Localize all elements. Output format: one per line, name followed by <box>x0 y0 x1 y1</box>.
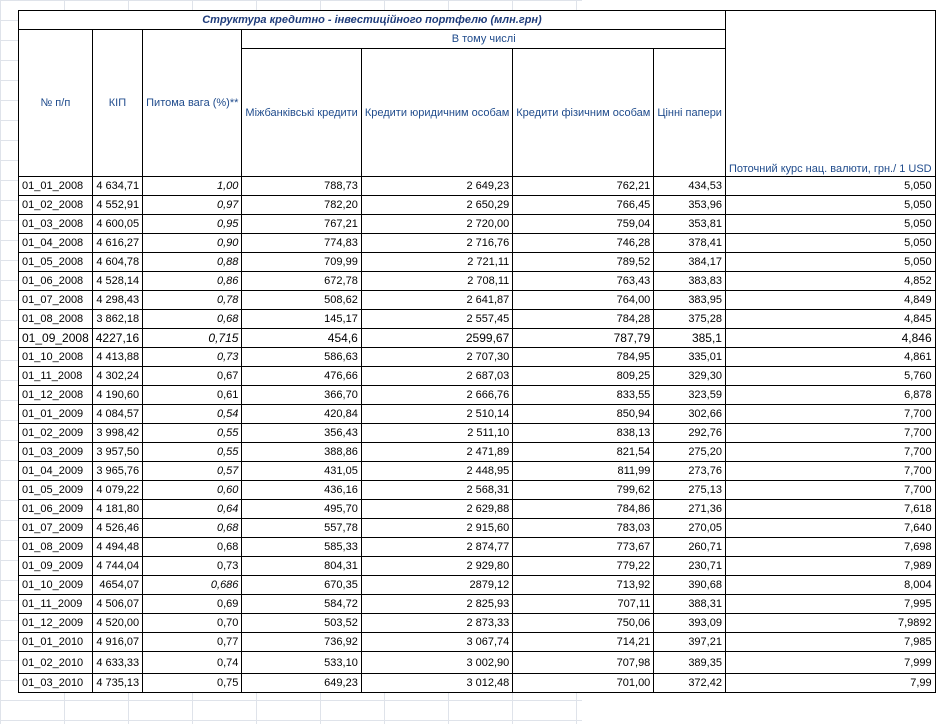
table-row <box>19 500 936 519</box>
kip-cell[interactable]: 4 520,00 <box>92 614 142 633</box>
kip-cell[interactable]: 4 616,27 <box>92 234 142 253</box>
share-cell[interactable]: 0,68 <box>143 310 242 329</box>
interbank-cell[interactable]: 649,23 <box>242 674 361 693</box>
share-cell[interactable]: 0,77 <box>143 633 242 652</box>
rate-cell[interactable]: 4,852 <box>725 272 935 291</box>
date-cell[interactable]: 01_11_2008 <box>19 367 93 386</box>
rate-cell[interactable]: 7,999 <box>725 652 935 674</box>
share-cell[interactable]: 0,95 <box>143 215 242 234</box>
date-cell[interactable]: 01_09_2009 <box>19 557 93 576</box>
share-cell[interactable]: 0,75 <box>143 674 242 693</box>
table-row <box>19 462 936 481</box>
share-cell[interactable]: 0,86 <box>143 272 242 291</box>
table-row <box>19 215 936 234</box>
share-cell[interactable]: 0,74 <box>143 652 242 674</box>
date-cell[interactable]: 01_02_2009 <box>19 424 93 443</box>
share-cell[interactable]: 0,67 <box>143 367 242 386</box>
header-share[interactable]: Питома вага (%)** <box>143 30 242 177</box>
share-cell[interactable]: 0,55 <box>143 424 242 443</box>
header-num[interactable]: № п/п <box>19 30 93 177</box>
securities-cell[interactable]: 292,76 <box>654 424 726 443</box>
interbank-cell[interactable]: 585,33 <box>242 538 361 557</box>
interbank-cell[interactable]: 736,92 <box>242 633 361 652</box>
table-row <box>19 481 936 500</box>
share-cell[interactable]: 0,64 <box>143 500 242 519</box>
rate-cell[interactable]: 6,878 <box>725 386 935 405</box>
interbank-cell[interactable]: 672,78 <box>242 272 361 291</box>
individual-cell[interactable]: 838,13 <box>513 424 654 443</box>
share-cell[interactable]: 0,88 <box>143 253 242 272</box>
individual-cell[interactable]: 714,21 <box>513 633 654 652</box>
individual-cell[interactable]: 833,55 <box>513 386 654 405</box>
legal-cell[interactable]: 2 568,31 <box>361 481 512 500</box>
securities-cell[interactable]: 260,71 <box>654 538 726 557</box>
securities-cell[interactable]: 271,36 <box>654 500 726 519</box>
table-row <box>19 253 936 272</box>
table-row <box>19 633 936 652</box>
kip-cell[interactable]: 4 634,71 <box>92 177 142 196</box>
kip-cell[interactable]: 4 633,33 <box>92 652 142 674</box>
share-cell[interactable]: 0,90 <box>143 234 242 253</box>
kip-cell[interactable]: 4 181,80 <box>92 500 142 519</box>
individual-cell[interactable]: 784,28 <box>513 310 654 329</box>
securities-cell[interactable]: 389,35 <box>654 652 726 674</box>
legal-cell[interactable]: 2 471,89 <box>361 443 512 462</box>
kip-cell[interactable]: 4 413,88 <box>92 348 142 367</box>
rate-cell[interactable]: 5,050 <box>725 253 935 272</box>
share-cell[interactable]: 0,78 <box>143 291 242 310</box>
securities-cell[interactable]: 335,01 <box>654 348 726 367</box>
legal-cell[interactable]: 2 707,30 <box>361 348 512 367</box>
kip-cell[interactable]: 4 604,78 <box>92 253 142 272</box>
legal-cell[interactable]: 2 716,76 <box>361 234 512 253</box>
legal-cell[interactable]: 2 873,33 <box>361 614 512 633</box>
interbank-cell[interactable]: 709,99 <box>242 253 361 272</box>
rate-cell[interactable]: 7,9892 <box>725 614 935 633</box>
share-cell[interactable]: 0,715 <box>143 329 242 348</box>
securities-cell[interactable]: 230,71 <box>654 557 726 576</box>
header-securities[interactable]: Цінні папери <box>654 49 726 177</box>
table-row <box>19 348 936 367</box>
kip-cell[interactable]: 4 528,14 <box>92 272 142 291</box>
kip-cell[interactable]: 4 916,07 <box>92 633 142 652</box>
table-row <box>19 272 936 291</box>
date-cell[interactable]: 01_03_2008 <box>19 215 93 234</box>
table-row <box>19 405 936 424</box>
interbank-cell[interactable]: 586,63 <box>242 348 361 367</box>
securities-cell[interactable]: 302,66 <box>654 405 726 424</box>
rate-cell[interactable]: 7,698 <box>725 538 935 557</box>
securities-cell[interactable]: 372,42 <box>654 674 726 693</box>
share-cell[interactable]: 0,60 <box>143 481 242 500</box>
table-row <box>19 614 936 633</box>
rate-cell[interactable]: 4,845 <box>725 310 935 329</box>
rate-cell[interactable]: 5,050 <box>725 177 935 196</box>
kip-cell[interactable]: 3 965,76 <box>92 462 142 481</box>
securities-cell[interactable]: 385,1 <box>654 329 726 348</box>
rate-cell[interactable]: 7,700 <box>725 405 935 424</box>
kip-cell[interactable]: 4 744,04 <box>92 557 142 576</box>
interbank-cell[interactable]: 145,17 <box>242 310 361 329</box>
interbank-cell[interactable]: 420,84 <box>242 405 361 424</box>
share-cell[interactable]: 1,00 <box>143 177 242 196</box>
securities-cell[interactable]: 383,95 <box>654 291 726 310</box>
individual-cell[interactable]: 707,98 <box>513 652 654 674</box>
legal-cell[interactable]: 2599,67 <box>361 329 512 348</box>
share-cell[interactable]: 0,97 <box>143 196 242 215</box>
legal-cell[interactable]: 2 874,77 <box>361 538 512 557</box>
individual-cell[interactable]: 789,52 <box>513 253 654 272</box>
date-cell[interactable]: 01_05_2008 <box>19 253 93 272</box>
legal-cell[interactable]: 2 915,60 <box>361 519 512 538</box>
date-cell[interactable]: 01_03_2010 <box>19 674 93 693</box>
securities-cell[interactable]: 388,31 <box>654 595 726 614</box>
date-cell[interactable]: 01_04_2009 <box>19 462 93 481</box>
individual-cell[interactable]: 713,92 <box>513 576 654 595</box>
date-cell[interactable]: 01_06_2008 <box>19 272 93 291</box>
rate-cell[interactable]: 5,050 <box>725 215 935 234</box>
credit-portfolio-table <box>18 10 936 693</box>
individual-cell[interactable]: 799,62 <box>513 481 654 500</box>
securities-cell[interactable]: 383,83 <box>654 272 726 291</box>
securities-cell[interactable]: 375,28 <box>654 310 726 329</box>
date-cell[interactable]: 01_04_2008 <box>19 234 93 253</box>
rate-cell[interactable]: 7,618 <box>725 500 935 519</box>
rate-cell[interactable]: 7,700 <box>725 481 935 500</box>
interbank-cell[interactable]: 508,62 <box>242 291 361 310</box>
date-cell[interactable]: 01_07_2008 <box>19 291 93 310</box>
interbank-cell[interactable]: 557,78 <box>242 519 361 538</box>
table-row <box>19 234 936 253</box>
legal-cell[interactable]: 2 929,80 <box>361 557 512 576</box>
securities-cell[interactable]: 329,30 <box>654 367 726 386</box>
securities-cell[interactable]: 378,41 <box>654 234 726 253</box>
interbank-cell[interactable]: 454,6 <box>242 329 361 348</box>
kip-cell[interactable]: 3 998,42 <box>92 424 142 443</box>
date-cell[interactable]: 01_08_2009 <box>19 538 93 557</box>
legal-cell[interactable]: 3 067,74 <box>361 633 512 652</box>
date-cell[interactable]: 01_01_2008 <box>19 177 93 196</box>
table-row <box>19 386 936 405</box>
individual-cell[interactable]: 773,67 <box>513 538 654 557</box>
rate-cell[interactable]: 7,700 <box>725 443 935 462</box>
interbank-cell[interactable]: 670,35 <box>242 576 361 595</box>
securities-cell[interactable]: 273,76 <box>654 462 726 481</box>
table-row <box>19 557 936 576</box>
date-cell[interactable]: 01_03_2009 <box>19 443 93 462</box>
interbank-cell[interactable]: 436,16 <box>242 481 361 500</box>
legal-cell[interactable]: 2 720,00 <box>361 215 512 234</box>
kip-cell[interactable]: 4 526,46 <box>92 519 142 538</box>
rate-cell[interactable]: 7,99 <box>725 674 935 693</box>
header-legal[interactable]: Кредити юридичним особам <box>361 49 512 177</box>
date-cell[interactable]: 01_12_2009 <box>19 614 93 633</box>
table-row <box>19 367 936 386</box>
interbank-cell[interactable]: 495,70 <box>242 500 361 519</box>
rate-cell[interactable]: 7,985 <box>725 633 935 652</box>
legal-cell[interactable]: 2 666,76 <box>361 386 512 405</box>
date-cell[interactable]: 01_08_2008 <box>19 310 93 329</box>
individual-cell[interactable]: 764,00 <box>513 291 654 310</box>
table-row <box>19 652 936 674</box>
interbank-cell[interactable]: 804,31 <box>242 557 361 576</box>
rate-cell[interactable]: 4,846 <box>725 329 935 348</box>
legal-cell[interactable]: 2 825,93 <box>361 595 512 614</box>
table-row <box>19 519 936 538</box>
header-rate[interactable]: Поточний курс нац. валюти, грн./ 1 USD <box>725 11 935 177</box>
kip-cell[interactable]: 4 298,43 <box>92 291 142 310</box>
individual-cell[interactable]: 784,86 <box>513 500 654 519</box>
rate-cell[interactable]: 8,004 <box>725 576 935 595</box>
individual-cell[interactable]: 779,22 <box>513 557 654 576</box>
individual-cell[interactable]: 750,06 <box>513 614 654 633</box>
kip-cell[interactable]: 4 600,05 <box>92 215 142 234</box>
individual-cell[interactable]: 787,79 <box>513 329 654 348</box>
table-row <box>19 424 936 443</box>
legal-cell[interactable]: 2 511,10 <box>361 424 512 443</box>
legal-cell[interactable]: 2 448,95 <box>361 462 512 481</box>
date-cell[interactable]: 01_10_2008 <box>19 348 93 367</box>
kip-cell[interactable]: 3 862,18 <box>92 310 142 329</box>
securities-cell[interactable]: 353,81 <box>654 215 726 234</box>
interbank-cell[interactable]: 533,10 <box>242 652 361 674</box>
table-row <box>19 196 936 215</box>
individual-cell[interactable]: 766,45 <box>513 196 654 215</box>
share-cell[interactable]: 0,57 <box>143 462 242 481</box>
legal-cell[interactable]: 2 708,11 <box>361 272 512 291</box>
individual-cell[interactable]: 809,25 <box>513 367 654 386</box>
interbank-cell[interactable]: 503,52 <box>242 614 361 633</box>
date-cell[interactable]: 01_06_2009 <box>19 500 93 519</box>
rate-cell[interactable]: 7,989 <box>725 557 935 576</box>
share-cell[interactable]: 0,70 <box>143 614 242 633</box>
individual-cell[interactable]: 746,28 <box>513 234 654 253</box>
individual-cell[interactable]: 701,00 <box>513 674 654 693</box>
legal-cell[interactable]: 2 629,88 <box>361 500 512 519</box>
individual-cell[interactable]: 707,11 <box>513 595 654 614</box>
share-cell[interactable]: 0,73 <box>143 348 242 367</box>
legal-cell[interactable]: 2 510,14 <box>361 405 512 424</box>
share-cell[interactable]: 0,61 <box>143 386 242 405</box>
date-cell[interactable]: 01_01_2010 <box>19 633 93 652</box>
individual-cell[interactable]: 783,03 <box>513 519 654 538</box>
securities-cell[interactable]: 353,96 <box>654 196 726 215</box>
securities-cell[interactable]: 275,20 <box>654 443 726 462</box>
table-row <box>19 674 936 693</box>
interbank-cell[interactable]: 782,20 <box>242 196 361 215</box>
table-row <box>19 443 936 462</box>
legal-cell[interactable]: 2 650,29 <box>361 196 512 215</box>
kip-cell[interactable]: 4227,16 <box>92 329 142 348</box>
rate-cell[interactable]: 5,050 <box>725 196 935 215</box>
rate-cell[interactable]: 5,050 <box>725 234 935 253</box>
rate-cell[interactable]: 7,995 <box>725 595 935 614</box>
legal-cell[interactable]: 2 687,03 <box>361 367 512 386</box>
header-kip[interactable]: КІП <box>92 30 142 177</box>
table-row <box>19 329 936 348</box>
date-cell[interactable]: 01_05_2009 <box>19 481 93 500</box>
legal-cell[interactable]: 2 557,45 <box>361 310 512 329</box>
securities-cell[interactable]: 390,68 <box>654 576 726 595</box>
securities-cell[interactable]: 384,17 <box>654 253 726 272</box>
kip-cell[interactable]: 4 190,60 <box>92 386 142 405</box>
header-in-that[interactable]: В тому числі <box>242 30 726 49</box>
securities-cell[interactable]: 270,05 <box>654 519 726 538</box>
legal-cell[interactable]: 2879,12 <box>361 576 512 595</box>
legal-cell[interactable]: 3 002,90 <box>361 652 512 674</box>
kip-cell[interactable]: 4 506,07 <box>92 595 142 614</box>
interbank-cell[interactable]: 388,86 <box>242 443 361 462</box>
date-cell[interactable]: 01_09_2008 <box>19 329 93 348</box>
legal-cell[interactable]: 2 641,87 <box>361 291 512 310</box>
individual-cell[interactable]: 763,43 <box>513 272 654 291</box>
individual-cell[interactable]: 850,94 <box>513 405 654 424</box>
rate-cell[interactable]: 7,640 <box>725 519 935 538</box>
date-cell[interactable]: 01_07_2009 <box>19 519 93 538</box>
kip-cell[interactable]: 4 302,24 <box>92 367 142 386</box>
table-row <box>19 291 936 310</box>
legal-cell[interactable]: 3 012,48 <box>361 674 512 693</box>
securities-cell[interactable]: 275,13 <box>654 481 726 500</box>
date-cell[interactable]: 01_12_2008 <box>19 386 93 405</box>
table-row <box>19 177 936 196</box>
table-row <box>19 538 936 557</box>
kip-cell[interactable]: 3 957,50 <box>92 443 142 462</box>
table-row <box>19 310 936 329</box>
legal-cell[interactable]: 2 721,11 <box>361 253 512 272</box>
rate-cell[interactable]: 4,861 <box>725 348 935 367</box>
securities-cell[interactable]: 434,53 <box>654 177 726 196</box>
share-cell[interactable]: 0,54 <box>143 405 242 424</box>
share-cell[interactable]: 0,68 <box>143 519 242 538</box>
individual-cell[interactable]: 811,99 <box>513 462 654 481</box>
interbank-cell[interactable]: 767,21 <box>242 215 361 234</box>
rate-cell[interactable]: 7,700 <box>725 462 935 481</box>
rate-cell[interactable]: 7,700 <box>725 424 935 443</box>
interbank-cell[interactable]: 431,05 <box>242 462 361 481</box>
interbank-cell[interactable]: 356,43 <box>242 424 361 443</box>
interbank-cell[interactable]: 788,73 <box>242 177 361 196</box>
individual-cell[interactable]: 821,54 <box>513 443 654 462</box>
individual-cell[interactable]: 784,95 <box>513 348 654 367</box>
date-cell[interactable]: 01_02_2008 <box>19 196 93 215</box>
share-cell[interactable]: 0,69 <box>143 595 242 614</box>
table-title[interactable]: Структура кредитно - інвестиційного портфелю (млн.грн) <box>19 11 726 30</box>
table-row <box>19 595 936 614</box>
date-cell[interactable]: 01_11_2009 <box>19 595 93 614</box>
date-cell[interactable]: 01_02_2010 <box>19 652 93 674</box>
individual-cell[interactable]: 762,21 <box>513 177 654 196</box>
individual-cell[interactable]: 759,04 <box>513 215 654 234</box>
securities-cell[interactable]: 323,59 <box>654 386 726 405</box>
share-cell[interactable]: 0,68 <box>143 538 242 557</box>
date-cell[interactable]: 01_01_2009 <box>19 405 93 424</box>
kip-cell[interactable]: 4 494,48 <box>92 538 142 557</box>
kip-cell[interactable]: 4654,07 <box>92 576 142 595</box>
header-individual[interactable]: Кредити фізичним особам <box>513 49 654 177</box>
interbank-cell[interactable]: 476,66 <box>242 367 361 386</box>
interbank-cell[interactable]: 366,70 <box>242 386 361 405</box>
securities-cell[interactable]: 393,09 <box>654 614 726 633</box>
kip-cell[interactable]: 4 735,13 <box>92 674 142 693</box>
share-cell[interactable]: 0,686 <box>143 576 242 595</box>
interbank-cell[interactable]: 584,72 <box>242 595 361 614</box>
table-row <box>19 576 936 595</box>
kip-cell[interactable]: 4 079,22 <box>92 481 142 500</box>
kip-cell[interactable]: 4 552,91 <box>92 196 142 215</box>
rate-cell[interactable]: 4,849 <box>725 291 935 310</box>
kip-cell[interactable]: 4 084,57 <box>92 405 142 424</box>
rate-cell[interactable]: 5,760 <box>725 367 935 386</box>
securities-cell[interactable]: 397,21 <box>654 633 726 652</box>
legal-cell[interactable]: 2 649,23 <box>361 177 512 196</box>
share-cell[interactable]: 0,55 <box>143 443 242 462</box>
header-interbank[interactable]: Міжбанківські кредити <box>242 49 361 177</box>
date-cell[interactable]: 01_10_2009 <box>19 576 93 595</box>
share-cell[interactable]: 0,73 <box>143 557 242 576</box>
interbank-cell[interactable]: 774,83 <box>242 234 361 253</box>
